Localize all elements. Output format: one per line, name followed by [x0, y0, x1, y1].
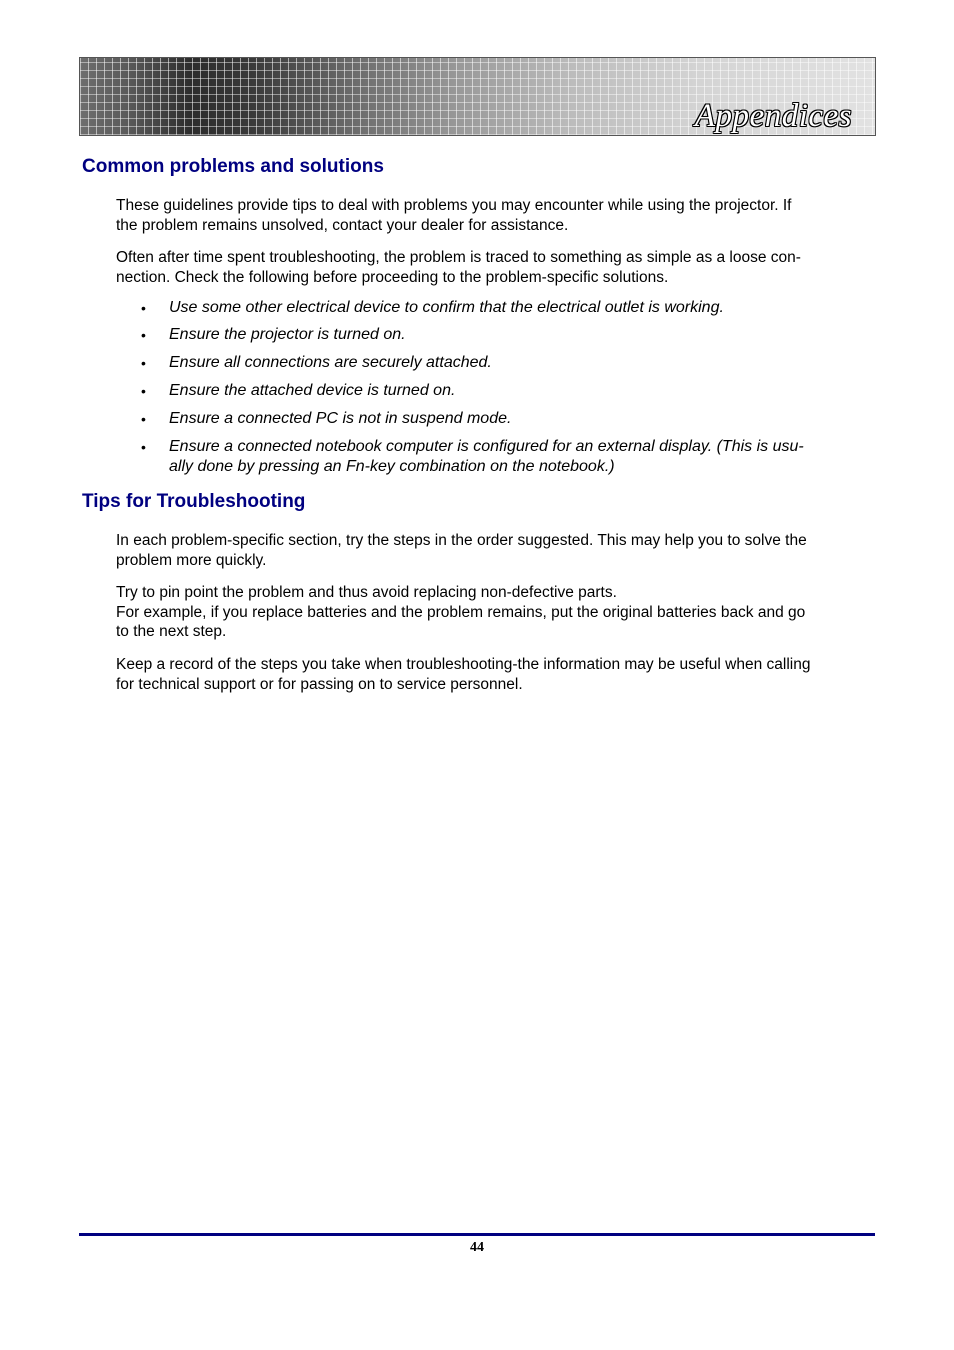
text-line: In each problem-specific section, try the steps in the order suggested. This may help you to solve the — [116, 532, 807, 549]
list-item-text: Ensure a connected notebook computer is configured for an external display. (This is usu- — [169, 438, 804, 455]
bullet-icon: • — [141, 411, 146, 427]
list-item-text: Ensure all connections are securely attached. — [169, 354, 492, 371]
list-item — [141, 437, 874, 477]
section-heading-common-problems: Common problems and solutions — [82, 156, 384, 177]
text-line: nection. Check the following before proceeding to the problem-specific solutions. — [116, 268, 669, 286]
page-title: Appendices — [694, 98, 852, 134]
bullet-icon: • — [141, 355, 146, 371]
list-item — [141, 325, 874, 345]
checklist-intro-paragraph — [116, 248, 876, 287]
list-item-text: Ensure a connected PC is not in suspend mode. — [169, 410, 512, 427]
list-item — [141, 409, 874, 429]
text-line: These guidelines provide tips to deal with problems you may encounter while using the projector. If — [116, 197, 792, 214]
list-item-text: Ensure the attached device is turned on. — [169, 382, 456, 399]
header-banner — [79, 57, 876, 136]
list-item-text: Ensure the projector is turned on. — [169, 326, 406, 343]
section-heading-tips: Tips for Troubleshooting — [82, 491, 306, 512]
tips-paragraph-2 — [116, 583, 876, 642]
text-line: for technical support or for passing on to service personnel. — [116, 675, 523, 693]
text-line: the problem remains unsolved, contact your dealer for assistance. — [116, 216, 569, 234]
list-item-text: Use some other electrical device to confirm that the electrical outlet is working. — [169, 299, 724, 316]
bullet-icon: • — [141, 439, 146, 455]
page-number: 44 — [470, 1240, 484, 1255]
text-line: For example, if you replace batteries and the problem remains, put the original batteries back and go — [116, 603, 806, 621]
bullet-icon: • — [141, 327, 146, 343]
footer-rule — [79, 1233, 875, 1236]
bullet-icon: • — [141, 300, 146, 316]
tips-paragraph-3 — [116, 655, 876, 694]
bullet-icon: • — [141, 383, 146, 399]
list-item-text: ally done by pressing an Fn-key combination on the notebook.) — [169, 458, 615, 475]
list-item — [141, 381, 874, 401]
intro-paragraph — [116, 196, 876, 235]
text-line: Keep a record of the steps you take when troubleshooting-the information may be useful when calling — [116, 656, 811, 673]
text-line: Try to pin point the problem and thus avoid replacing non-defective parts. — [116, 584, 617, 601]
list-item — [141, 298, 874, 318]
list-item — [141, 353, 874, 373]
text-line: problem more quickly. — [116, 551, 267, 569]
text-line: to the next step. — [116, 623, 227, 640]
tips-paragraph-1 — [116, 531, 876, 570]
text-line: Often after time spent troubleshooting, the problem is traced to something as simple as a loose con- — [116, 249, 801, 266]
